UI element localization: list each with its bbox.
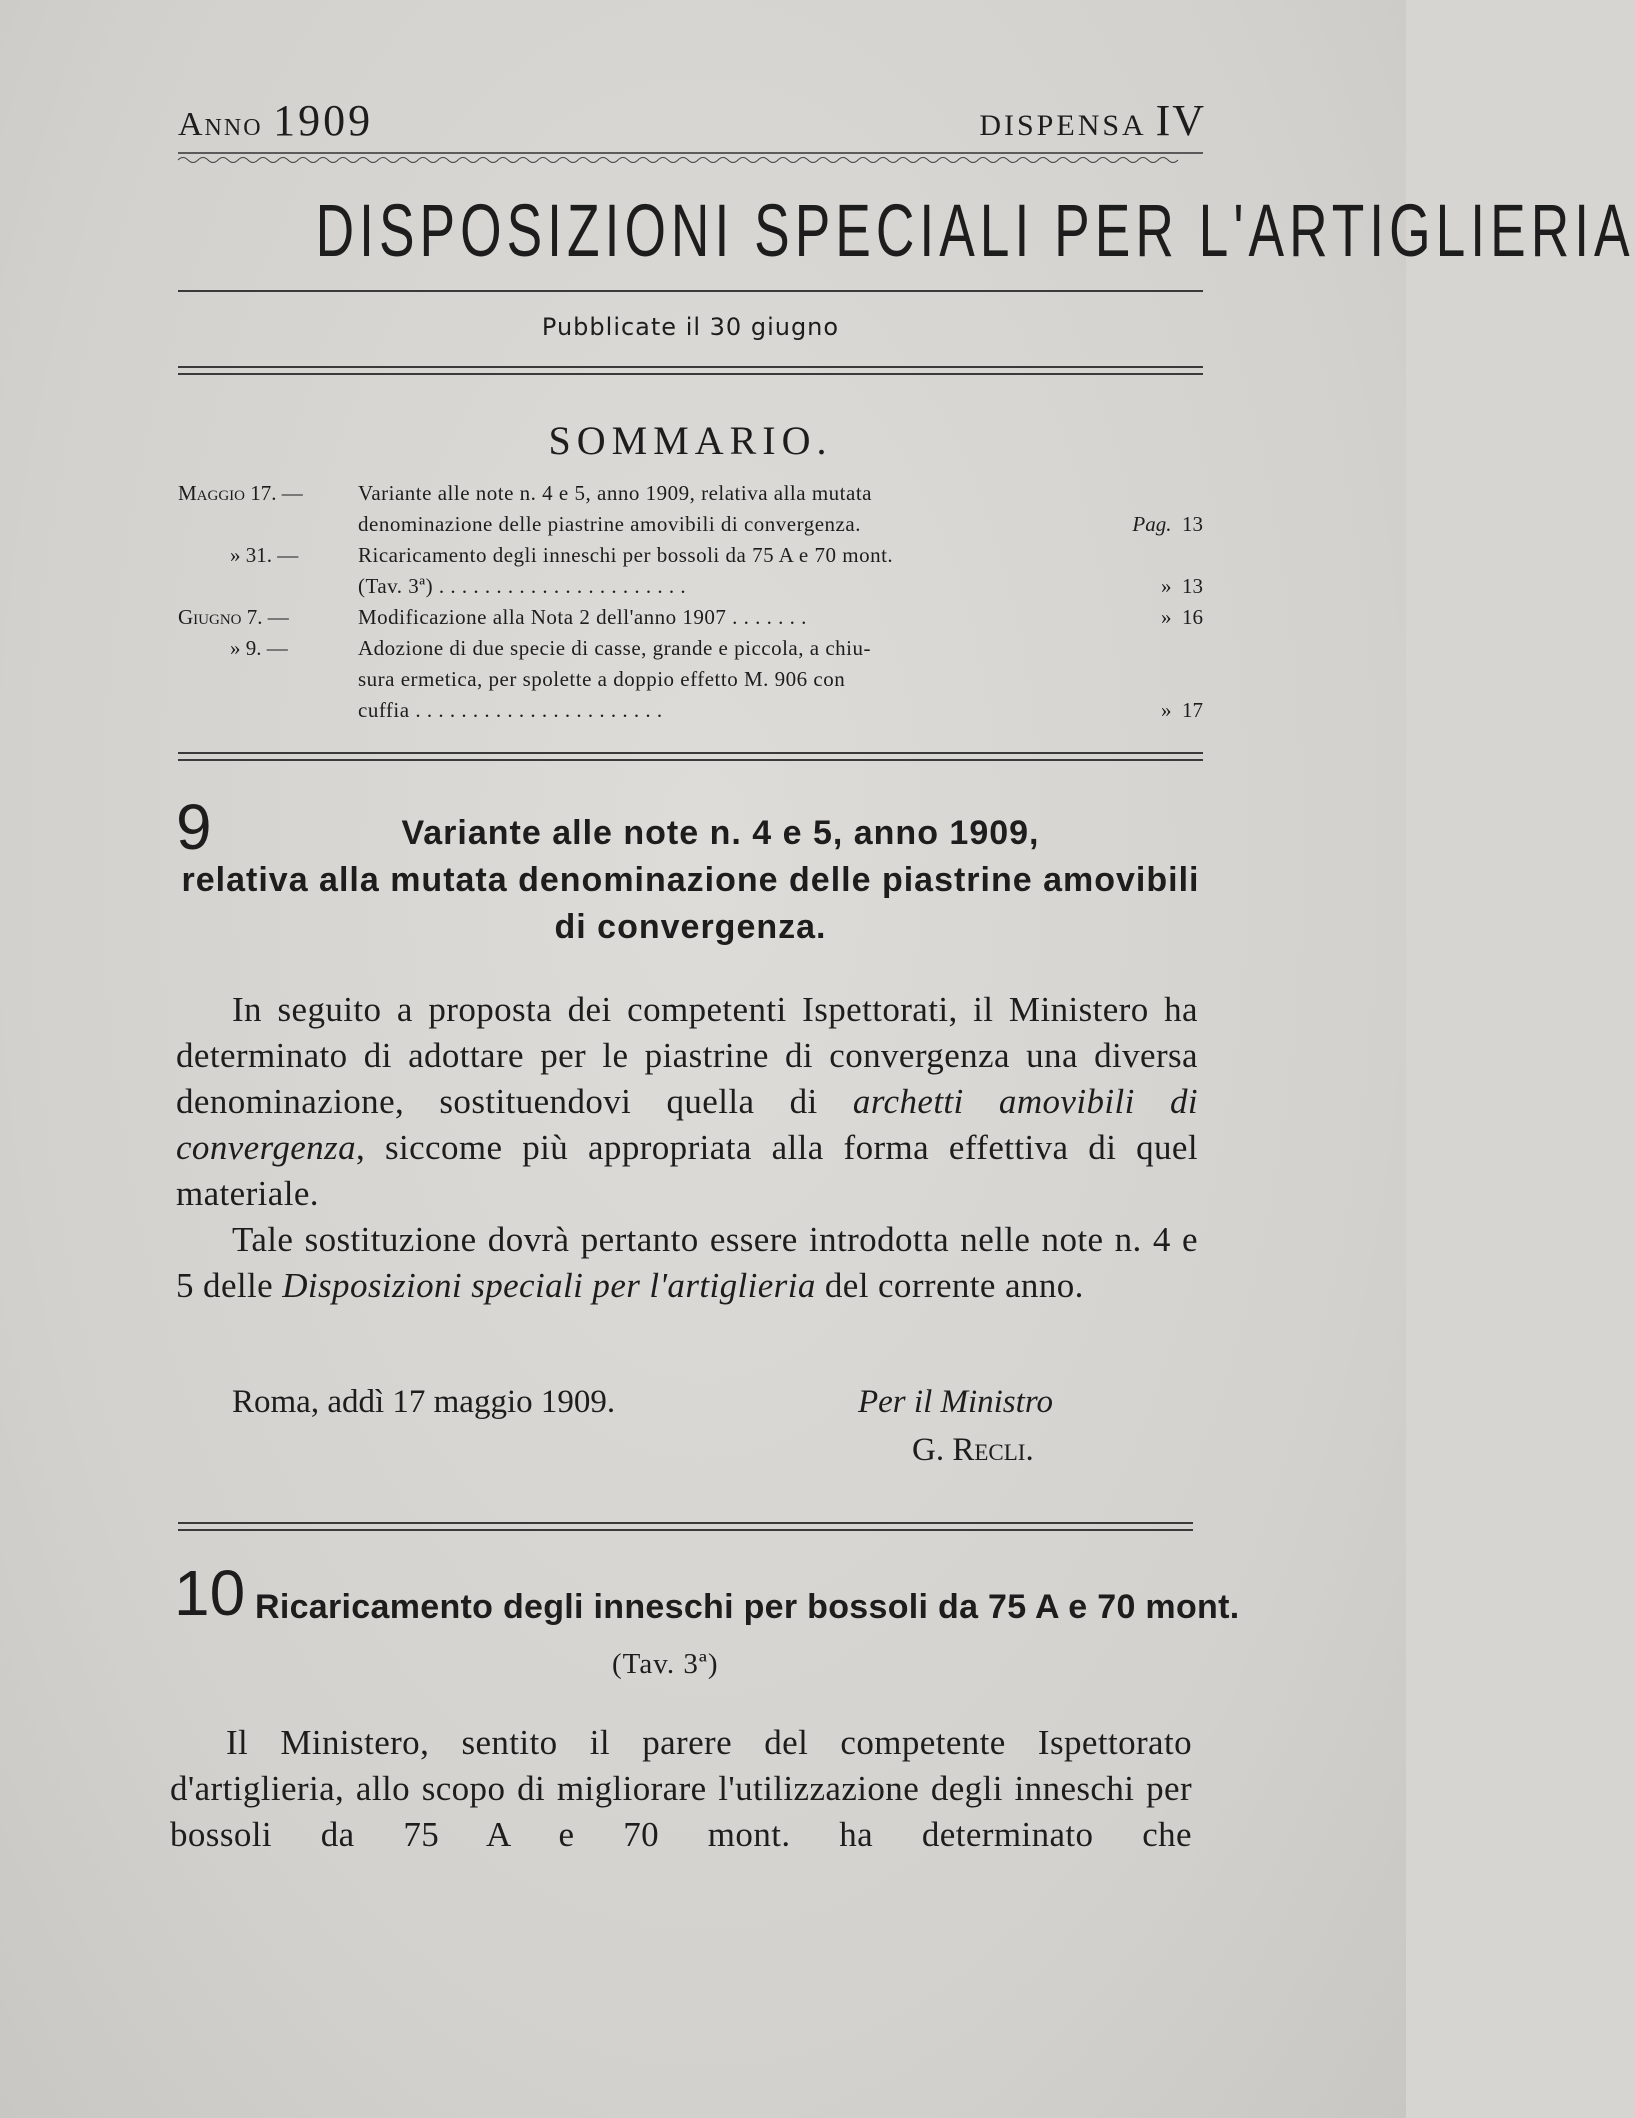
toc-page: [1103, 571, 1203, 602]
anno-label: Anno: [178, 106, 263, 143]
toc-page-number: 13: [1182, 574, 1203, 598]
toc-page-label: Pag.: [1132, 512, 1172, 536]
divider: [178, 366, 1203, 368]
section-title-line: di convergenza.: [554, 908, 827, 946]
section-title: [178, 810, 1203, 951]
section-body: [176, 987, 1198, 1309]
toc-entry-cont: [178, 695, 1203, 726]
paragraph: Il Ministero, sentito il parere del competente Ispettorato d'artiglieria, allo scopo di migliorare l'utilizzazione degli inneschi per bossoli da 75 A e 70 mont. ha determinato che: [170, 1723, 1192, 1854]
divider: [178, 1529, 1193, 1531]
toc-text: sura ermetica, per spolette a doppio effetto M. 906 con: [358, 667, 846, 691]
toc-page-label: »: [1161, 574, 1172, 598]
toc-entry-cont: [178, 664, 1203, 695]
toc-text: (Tav. 3ª) . . . . . . . . . . . . . . . . . . . . . .: [358, 574, 687, 598]
dispensa-number: IV: [1155, 96, 1206, 145]
section-number: 9: [176, 791, 212, 863]
divider: [178, 1522, 1193, 1524]
toc-page-number: 17: [1182, 698, 1203, 722]
anno-year: 1909: [273, 96, 374, 145]
section-body: [170, 1720, 1192, 1858]
toc-entry: [178, 540, 1203, 571]
text-run: del corrente anno.: [815, 1266, 1084, 1305]
toc-date: » 31. —: [230, 543, 299, 567]
toc-text: cuffia . . . . . . . . . . . . . . . . . . . . . .: [358, 698, 663, 722]
toc-text: denominazione delle piastrine amovibili di convergenza.: [358, 512, 861, 536]
text-run: , siccome più appropriata alla forma effettiva di quel materiale.: [176, 1128, 1198, 1213]
header-dispensa: [979, 95, 1206, 146]
toc-page: [1103, 695, 1203, 726]
toc-page: [1103, 602, 1203, 633]
divider: [178, 752, 1203, 754]
toc-date: Maggio 17. —: [178, 481, 303, 505]
toc-entry: [178, 478, 1203, 509]
divider: [178, 759, 1203, 761]
divider: [178, 373, 1203, 375]
paragraph: [176, 1217, 1198, 1309]
toc-page-label: »: [1161, 698, 1172, 722]
paragraph: [176, 987, 1198, 1217]
signature-name: G. Recli.: [912, 1432, 1034, 1468]
toc-entry: [178, 633, 1203, 664]
section-title-line: relativa alla mutata denominazione delle piastrine amovibili: [181, 861, 1200, 899]
plate-reference: (Tav. 3ª): [612, 1648, 719, 1680]
header-anno: [178, 95, 373, 146]
toc-page-number: 16: [1182, 605, 1203, 629]
publication-date: Pubblicate il 30 giugno: [541, 313, 840, 341]
italic-text: archetti amovibili di convergenza: [176, 1082, 1198, 1167]
toc-text: Variante alle note n. 4 e 5, anno 1909, relativa alla mutata: [358, 481, 872, 505]
toc-date: » 9. —: [230, 636, 288, 660]
toc-entry-cont: [178, 509, 1203, 540]
toc-text: Modificazione alla Nota 2 dell'anno 1907 . . . . . . .: [358, 605, 807, 629]
toc-date: Giugno 7. —: [178, 605, 289, 629]
text-run: Tale sostituzione dovrà pertanto essere introdotta nelle note n. 4 e 5 delle: [176, 1220, 1198, 1305]
toc-entry-cont: [178, 571, 1203, 602]
toc-page-label: »: [1161, 605, 1172, 629]
place-date: Roma, addì 17 maggio 1909.: [232, 1384, 616, 1420]
toc-entry: [178, 602, 1203, 633]
table-of-contents: [178, 478, 1203, 726]
section-title: Ricaricamento degli inneschi per bossoli da 75 A e 70 mont.: [255, 1588, 1240, 1626]
title-rule: [178, 290, 1203, 292]
dispensa-label: DISPENSA: [979, 109, 1146, 142]
toc-text: Adozione di due specie di casse, grande e piccola, a chiu-: [358, 636, 871, 660]
toc-page-number: 13: [1182, 512, 1203, 536]
sommario-heading: SOMMARIO.: [548, 418, 833, 463]
italic-text: Disposizioni speciali per l'artiglieria: [282, 1266, 816, 1305]
signature-title: Per il Ministro: [858, 1384, 1053, 1420]
section-title-line: Variante alle note n. 4 e 5, anno 1909,: [401, 814, 1040, 852]
toc-page: [1103, 509, 1203, 540]
toc-text: Ricaricamento degli inneschi per bossoli da 75 A e 70 mont.: [358, 543, 894, 567]
text-run: In seguito a proposta dei competenti Ispettorati, il Ministero ha determinato di adottare per le piastrine di convergenza una diversa denominazione, sostituendovi quella di: [176, 990, 1198, 1121]
document-title: DISPOSIZIONI SPECIALI PER L'ARTIGLIERIA: [315, 189, 1635, 272]
section-number: 10: [174, 1557, 246, 1629]
wavy-rule: [178, 150, 1203, 164]
